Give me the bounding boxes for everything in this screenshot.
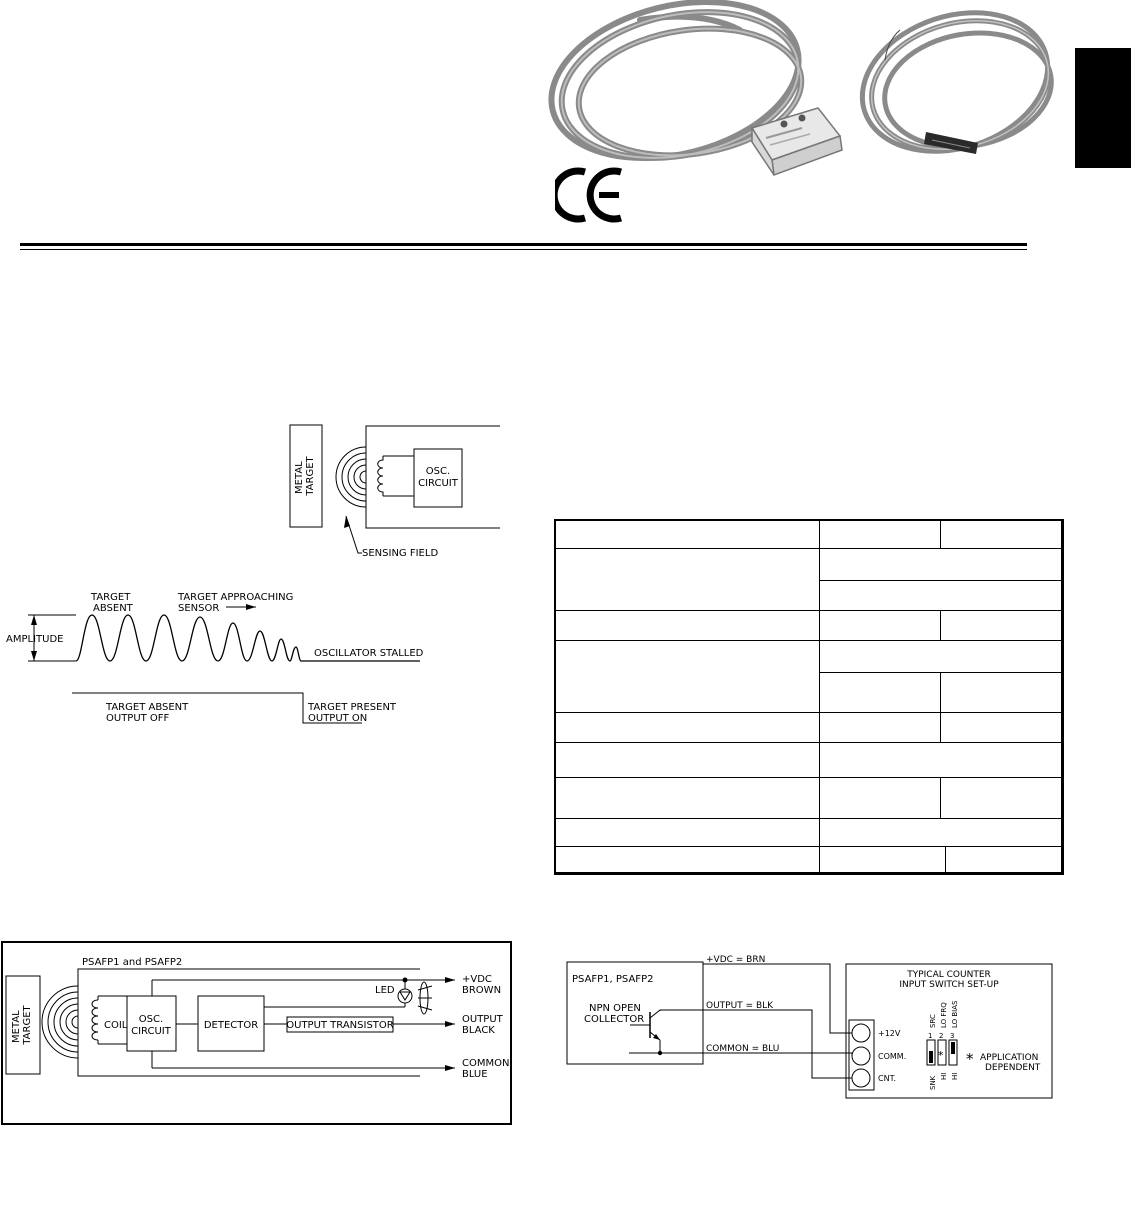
output-wire-label: OUTPUT = BLK	[706, 1001, 774, 1011]
asterisk-note: *	[966, 1050, 974, 1068]
osc-label: OSC.	[138, 1014, 164, 1025]
npn-label: NPN OPEN	[589, 1003, 641, 1014]
svg-text:INPUT SWITCH SET-UP: INPUT SWITCH SET-UP	[899, 980, 999, 990]
target-approaching-label: TARGET APPROACHING	[178, 592, 294, 603]
application-dependent-label: APPLICATION	[980, 1053, 1039, 1063]
vdc-label: +VDC	[462, 974, 492, 985]
svg-text:HI: HI	[951, 1072, 959, 1080]
output-label: OUTPUT	[462, 1014, 503, 1025]
terminal-comm: COMM.	[878, 1052, 907, 1061]
vdc-wire-label: +VDC = BRN	[706, 955, 766, 965]
circuit-label: CIRCUIT	[418, 478, 458, 489]
header-rule	[20, 243, 1027, 246]
sensing-field-diagram	[280, 420, 510, 565]
svg-text:BROWN: BROWN	[462, 985, 502, 996]
ce-mark	[555, 166, 627, 228]
header-rule-thin	[20, 249, 1027, 250]
svg-text:DEPENDENT: DEPENDENT	[985, 1063, 1041, 1073]
svg-text:CIRCUIT: CIRCUIT	[131, 1026, 171, 1037]
switch-label-snk: SNK	[929, 1075, 937, 1090]
led-label: LED	[375, 985, 395, 996]
terminal-cnt: CNT.	[878, 1074, 897, 1083]
switch-label-lo-bias: LO BIAS	[951, 1000, 959, 1028]
amplitude-label: AMPLITUDE	[6, 634, 64, 645]
terminal-12v: +12V	[878, 1029, 901, 1038]
oscillator-stalled-label: OSCILLATOR STALLED	[314, 648, 424, 659]
osc-label: OSC.	[425, 466, 451, 477]
svg-text:2: 2	[939, 1032, 944, 1040]
svg-text:COLLECTOR: COLLECTOR	[584, 1014, 645, 1025]
output-off-label: TARGET ABSENT	[106, 702, 189, 713]
sensing-field-label: SENSING FIELD	[362, 548, 439, 559]
section-tab-marker	[1075, 48, 1131, 168]
target-absent-label: TARGET	[91, 592, 131, 603]
switch-label-lo-frq: LO FRQ	[940, 1002, 948, 1028]
block-diagram	[0, 940, 515, 1128]
sensor-label: PSAFP1, PSAFP2	[572, 974, 654, 985]
oscillator-waveform-diagram	[0, 585, 440, 730]
specifications-table	[554, 519, 1064, 875]
wiring-diagram	[560, 952, 1060, 1102]
svg-text:OUTPUT OFF: OUTPUT OFF	[106, 713, 170, 724]
detector-label: DETECTOR	[203, 1020, 259, 1031]
svg-text:1: 1	[928, 1032, 933, 1040]
svg-text:SENSOR: SENSOR	[178, 603, 220, 614]
svg-text:ABSENT: ABSENT	[93, 603, 133, 614]
switch-label-src: SRC	[929, 1014, 937, 1028]
common-wire-label: COMMON = BLU	[706, 1044, 780, 1054]
metal-target-label: METAL TARGET	[294, 456, 316, 496]
svg-text:3: 3	[950, 1032, 955, 1040]
block-diagram-title: PSAFP1 and PSAFP2	[82, 957, 183, 968]
metal-target-label: METAL TARGET	[11, 1005, 33, 1045]
svg-text:OUTPUT ON: OUTPUT ON	[308, 713, 368, 724]
common-label: COMMON	[462, 1058, 510, 1069]
output-on-label: TARGET PRESENT	[308, 702, 397, 713]
svg-text:BLUE: BLUE	[462, 1069, 488, 1080]
coil-label: COIL	[104, 1020, 128, 1031]
counter-title: TYPICAL COUNTER	[907, 970, 991, 980]
svg-text:BLACK: BLACK	[462, 1025, 495, 1036]
svg-text:HI: HI	[940, 1072, 948, 1080]
svg-text:*: *	[938, 1049, 944, 1062]
output-transistor-label: OUTPUT TRANSISTOR	[286, 1020, 394, 1031]
